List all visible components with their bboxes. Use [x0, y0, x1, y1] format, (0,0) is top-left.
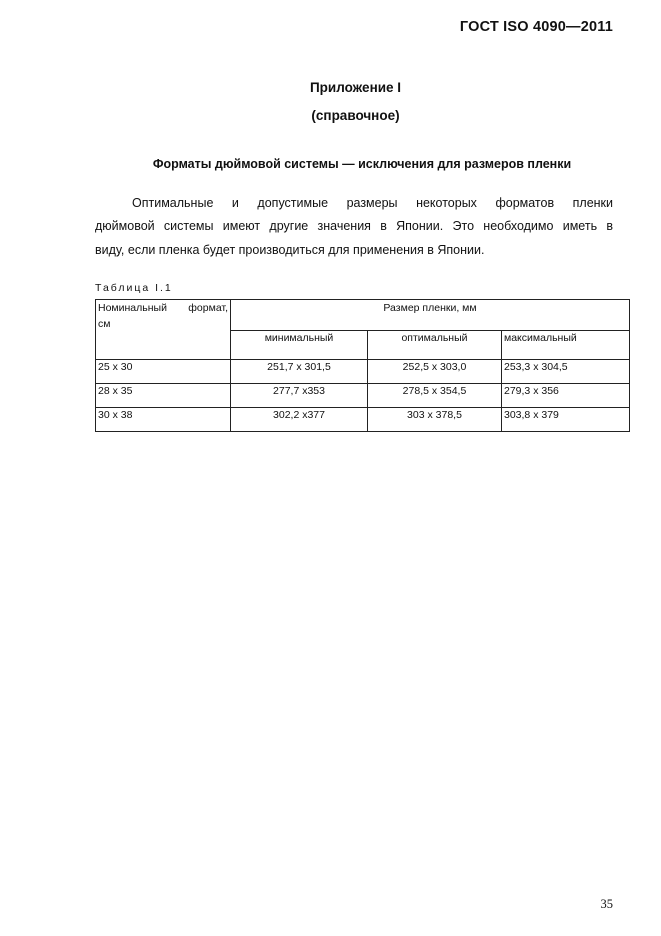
- cell-max: 303,8 x 379: [502, 408, 630, 432]
- cell-nominal: 25 x 30: [96, 360, 231, 384]
- cell-min: 251,7 x 301,5: [231, 360, 368, 384]
- paragraph-line-3: виду, если пленка будет производиться для применения в Японии.: [95, 243, 485, 257]
- header-unit: см: [98, 318, 111, 330]
- header-format-word: формат,: [188, 302, 228, 314]
- table-row: [96, 384, 630, 408]
- cell-max: 253,3 x 304,5: [502, 360, 630, 384]
- section-title: Форматы дюймовой системы — исключения для размеров пленки: [152, 157, 572, 171]
- appendix-title: Приложение I: [309, 80, 402, 95]
- header-min: минимальный: [231, 331, 368, 360]
- cell-nominal: 28 x 35: [96, 384, 231, 408]
- cell-opt: 303 x 378,5: [368, 408, 502, 432]
- cell-min: 302,2 x377: [231, 408, 368, 432]
- header-max: максимальный: [502, 331, 630, 360]
- cell-min: 277,7 x353: [231, 384, 368, 408]
- paragraph-line-1: Оптимальные и допустимые размеры некоторых форматов пленки: [132, 196, 613, 210]
- cell-opt: 252,5 x 303,0: [368, 360, 502, 384]
- paragraph-line-2: дюймовой системы имеют другие значения в Японии. Это необходимо иметь в: [95, 219, 613, 233]
- header-opt: оптимальный: [368, 331, 502, 360]
- document-code: ГОСТ ISO 4090—2011: [459, 19, 613, 35]
- header-nominal-format: [96, 300, 231, 360]
- appendix-subtitle: (справочное): [311, 108, 400, 123]
- table-header-row: [96, 300, 630, 331]
- cell-max: 279,3 x 356: [502, 384, 630, 408]
- page-number: 35: [600, 897, 613, 911]
- table-row: [96, 360, 630, 384]
- film-size-table: [95, 299, 630, 432]
- cell-opt: 278,5 x 354,5: [368, 384, 502, 408]
- header-nominal-word: Номинальный: [98, 302, 167, 314]
- table-row: [96, 408, 630, 432]
- table-caption: Таблица I.1: [95, 282, 173, 294]
- header-film-size: Размер пленки, мм: [231, 300, 630, 331]
- cell-nominal: 30 x 38: [96, 408, 231, 432]
